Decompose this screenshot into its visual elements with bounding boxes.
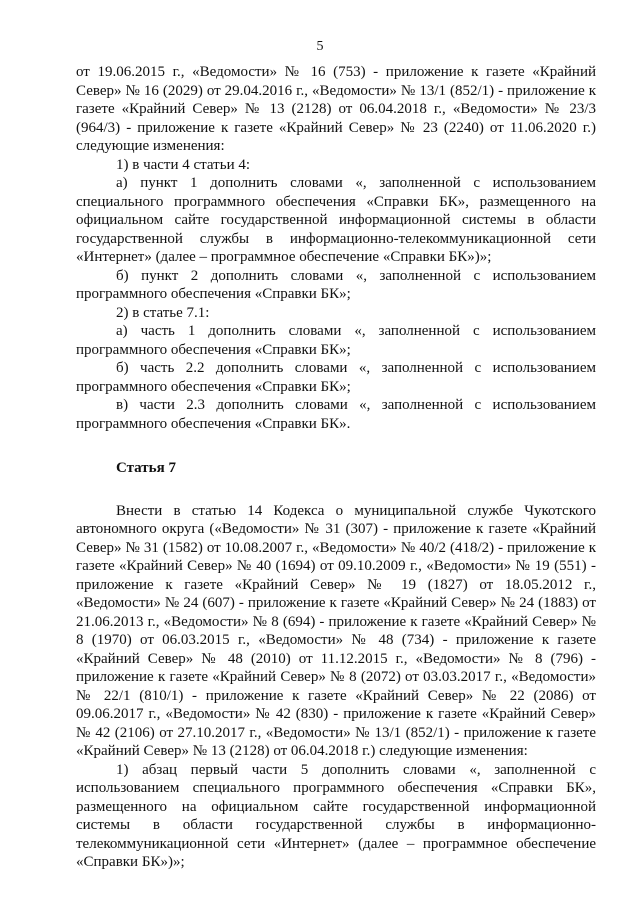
- paragraph-item-1a: а) пункт 1 дополнить словами «, заполненной с использованием специального программного обеспечения «Справки БК», размещенного на официальном сайте государственной информационной системы в области государственной службы в информационно-телекоммуникационной сети «Интернет» (далее – программное обеспечение «Справки БК»)»;: [76, 175, 596, 265]
- paragraph-item-2c: в) части 2.3 дополнить словами «, заполненной с использованием программного обеспечения «Справки БК».: [76, 397, 596, 432]
- paragraph-item-1b: б) пункт 2 дополнить словами «, заполненной с использованием программного обеспечения «Справки БК»;: [76, 267, 596, 302]
- paragraph-item-2b: б) часть 2.2 дополнить словами «, заполненной с использованием программного обеспечения «Справки БК»;: [76, 360, 596, 395]
- paragraph-item-1: 1) в части 4 статьи 4:: [116, 156, 251, 173]
- article-intro-paragraph: Внести в статью 14 Кодекса о муниципальной службе Чукотского автономного округа («Ведомости» № 31 (307) - приложение к газете «Крайний Север» № 31 (1582) от 10.08.2007 г., «Ведомости» № 40/2 (418/2) - приложение к газете «Крайний Север» № 40 (1694) от 09.10.2009 г., «Ведомости» № 19 (551) - приложение к газете «Крайний Север» № 19 (1827) от 18.05.2012 г., «Ведомости» № 24 (607) - приложение к газете «Крайний Север» № 24 (1883) от 21.06.2013 г., «Ведомости» № 8 (694) - приложение к газете «Крайний Север» № 8 (1970) от 06.03.2015 г., «Ведомости» № 48 (734) - приложение к газете «Крайний Север» № 48 (2010) от 11.12.2015 г., «Ведомости» № 8 (796) - приложение к газете «Крайний Север» № 8 (2072) от 03.03.2017 г., «Ведомости» № 22/1 (810/1) - приложение к газете «Крайний Север» № 22 (2086) от 09.06.2017 г., «Ведомости» № 42 (830) - приложение к газете «Крайний Север» № 42 (2106) от 27.10.2017 г., «Ведомости» № 13/1 (852/1) - приложение к газете «Крайний Север» № 13 (2128) от 06.04.2018 г.) следующие изменения:: [76, 502, 596, 759]
- paragraph-item-2: 2) в статье 7.1:: [116, 304, 210, 321]
- article-item-1: 1) абзац первый части 5 дополнить словами «, заполненной с использованием специального программного обеспечения «Справки БК», размещенного на официальном сайте государственной информационной системы в области государственной службы в информационно-телекоммуникационной сети «Интернет» (далее – программное обеспечение «Справки БК»)»;: [76, 761, 596, 870]
- page-number: 5: [316, 39, 324, 54]
- paragraph-continuation: от 19.06.2015 г., «Ведомости» № 16 (753) - приложение к газете «Крайний Север» № 16 (2029) от 29.04.2016 г., «Ведомости» № 13/1 (852/1) - приложение к газете «Крайний Север» № 13 (2128) от 06.04.2018 г., «Ведомости» № 23/3 (964/3) - приложение к газете «Крайний Север» № 23 (2240) от 11.06.2020 г.) следующие изменения:: [76, 64, 596, 154]
- document-body: [76, 63, 596, 872]
- article-heading: Статья 7: [116, 460, 176, 476]
- paragraph-item-2a: а) часть 1 дополнить словами «, заполненной с использованием программного обеспечения «Справки БК»;: [76, 323, 596, 358]
